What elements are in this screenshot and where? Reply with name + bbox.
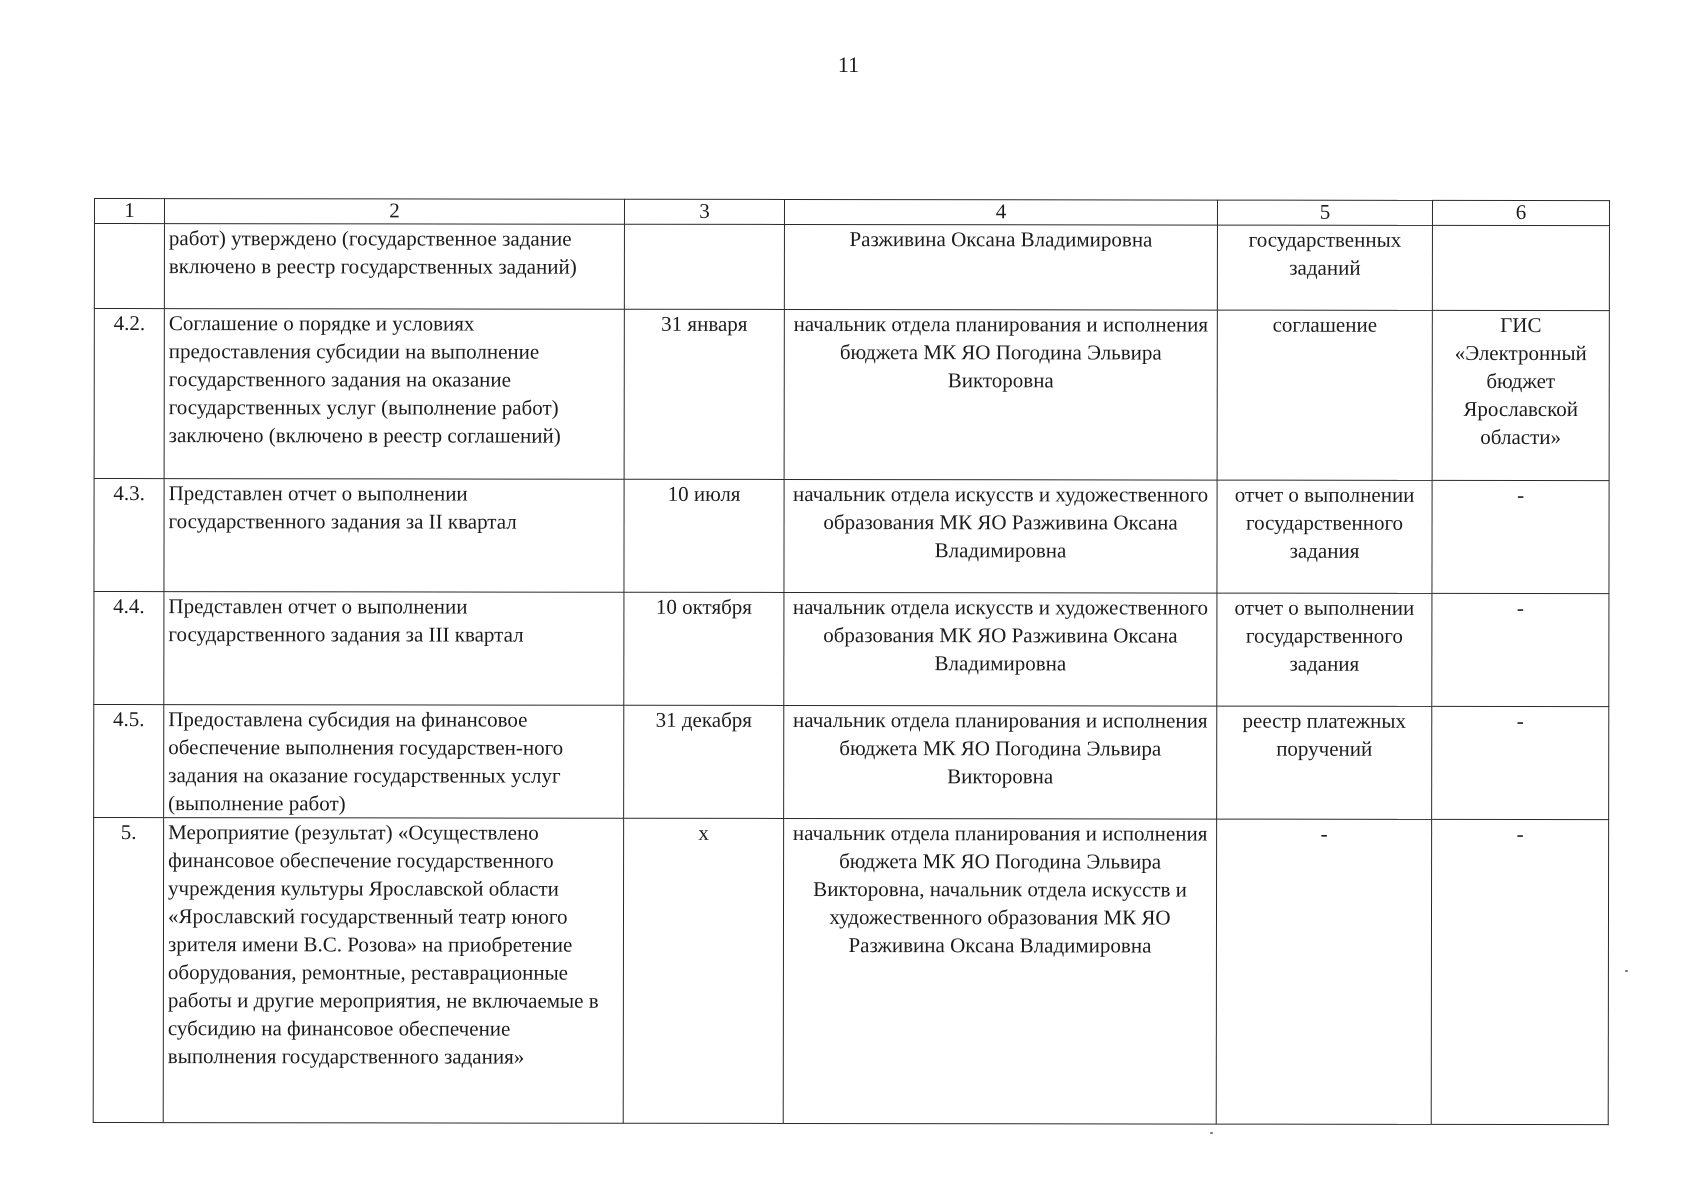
column-header-2: 2 <box>164 199 624 225</box>
responsible-cell: начальник отдела искусств и художественного образования МК ЯО Разживина Оксана Владимировна <box>784 479 1217 593</box>
row-number-cell: 4.3. <box>94 479 164 592</box>
row-number-cell: 4.2. <box>94 309 164 479</box>
date-cell: 31 декабря <box>624 705 784 818</box>
system-cell <box>1432 225 1609 310</box>
document-cell: государственных заданий <box>1217 225 1432 310</box>
date-cell <box>624 224 784 309</box>
event-cell: Предоставлена субсидия на финансовое обеспечение выполнения государствен-ного задания на оказание государственных услуг (выполнение работ) <box>164 705 624 819</box>
date-cell: 10 октября <box>624 592 784 705</box>
event-cell: Представлен отчет о выполнении государственного задания за II квартал <box>164 479 624 593</box>
document-cell: отчет о выполнении государственного задания <box>1217 480 1432 593</box>
responsible-cell: начальник отдела планирования и исполнения бюджета МК ЯО Погодина Эльвира Викторовна <box>784 705 1217 819</box>
scan-speck <box>1210 1132 1213 1134</box>
event-cell: Соглашение о порядке и условиях предоставления субсидии на выполнение государственного задания на оказание государственных услуг (выполнение работ) заключено (включено в реестр соглашений) <box>164 309 624 480</box>
event-cell: Представлен отчет о выполнении государственного задания за III квартал <box>164 592 624 706</box>
row-number-cell: 4.5. <box>94 705 164 818</box>
column-header-1: 1 <box>94 199 164 224</box>
table-header-row <box>94 199 1609 226</box>
table-row-continuation <box>94 224 1609 311</box>
system-cell: - <box>1432 480 1609 593</box>
responsible-cell: начальник отдела планирования и исполнения бюджета МК ЯО Погодина Эльвира Викторовна, начальник отдела искусств и художественного образования МК ЯО Разживина Оксана Владимировна <box>783 818 1216 1124</box>
scan-speck <box>1625 970 1628 972</box>
system-cell: - <box>1432 706 1609 819</box>
table-row <box>94 705 1609 820</box>
system-cell: - <box>1432 593 1609 706</box>
page-number: 11 <box>837 52 860 77</box>
column-header-6: 6 <box>1432 200 1609 225</box>
document-cell: отчет о выполнении государственного задания <box>1217 593 1432 706</box>
table-row <box>94 592 1609 707</box>
row-number-cell: 5. <box>93 818 163 1123</box>
column-header-3: 3 <box>624 199 784 224</box>
responsible-cell: Разживина Оксана Владимировна <box>784 224 1217 310</box>
column-header-5: 5 <box>1217 200 1432 225</box>
date-cell: 31 января <box>624 309 784 479</box>
table-row <box>94 479 1609 594</box>
row-number-cell <box>94 224 164 309</box>
document-cell: соглашение <box>1217 310 1432 480</box>
date-cell: 10 июля <box>624 479 784 592</box>
responsible-cell: начальник отдела искусств и художественного образования МК ЯО Разживина Оксана Владимировна <box>784 592 1217 706</box>
row-number-cell: 4.4. <box>94 592 164 705</box>
document-cell: реестр платежных поручений <box>1217 706 1432 819</box>
schedule-table <box>93 198 1610 1125</box>
date-cell: х <box>623 818 783 1123</box>
column-header-4: 4 <box>784 199 1217 225</box>
system-cell: ГИС «Электронный бюджет Ярославской области» <box>1432 310 1609 480</box>
table-row <box>94 309 1609 481</box>
event-cell: работ) утверждено (государственное задание включено в реестр государственных заданий) <box>164 224 624 310</box>
system-cell: - <box>1431 819 1608 1124</box>
document-cell: - <box>1216 819 1431 1124</box>
table-row <box>93 818 1608 1125</box>
responsible-cell: начальник отдела планирования и исполнения бюджета МК ЯО Погодина Эльвира Викторовна <box>784 309 1217 480</box>
event-cell: Мероприятие (результат) «Осуществлено финансовое обеспечение государственного учреждения культуры Ярославской области «Ярославский государственный театр юного зрителя имени В.С. Розова» на приобретение оборудования, ремонтные, реставрационные работы и другие мероприятия, не включаемые в субсидию на финансовое обеспечение выполнения государственного задания» <box>163 818 623 1124</box>
